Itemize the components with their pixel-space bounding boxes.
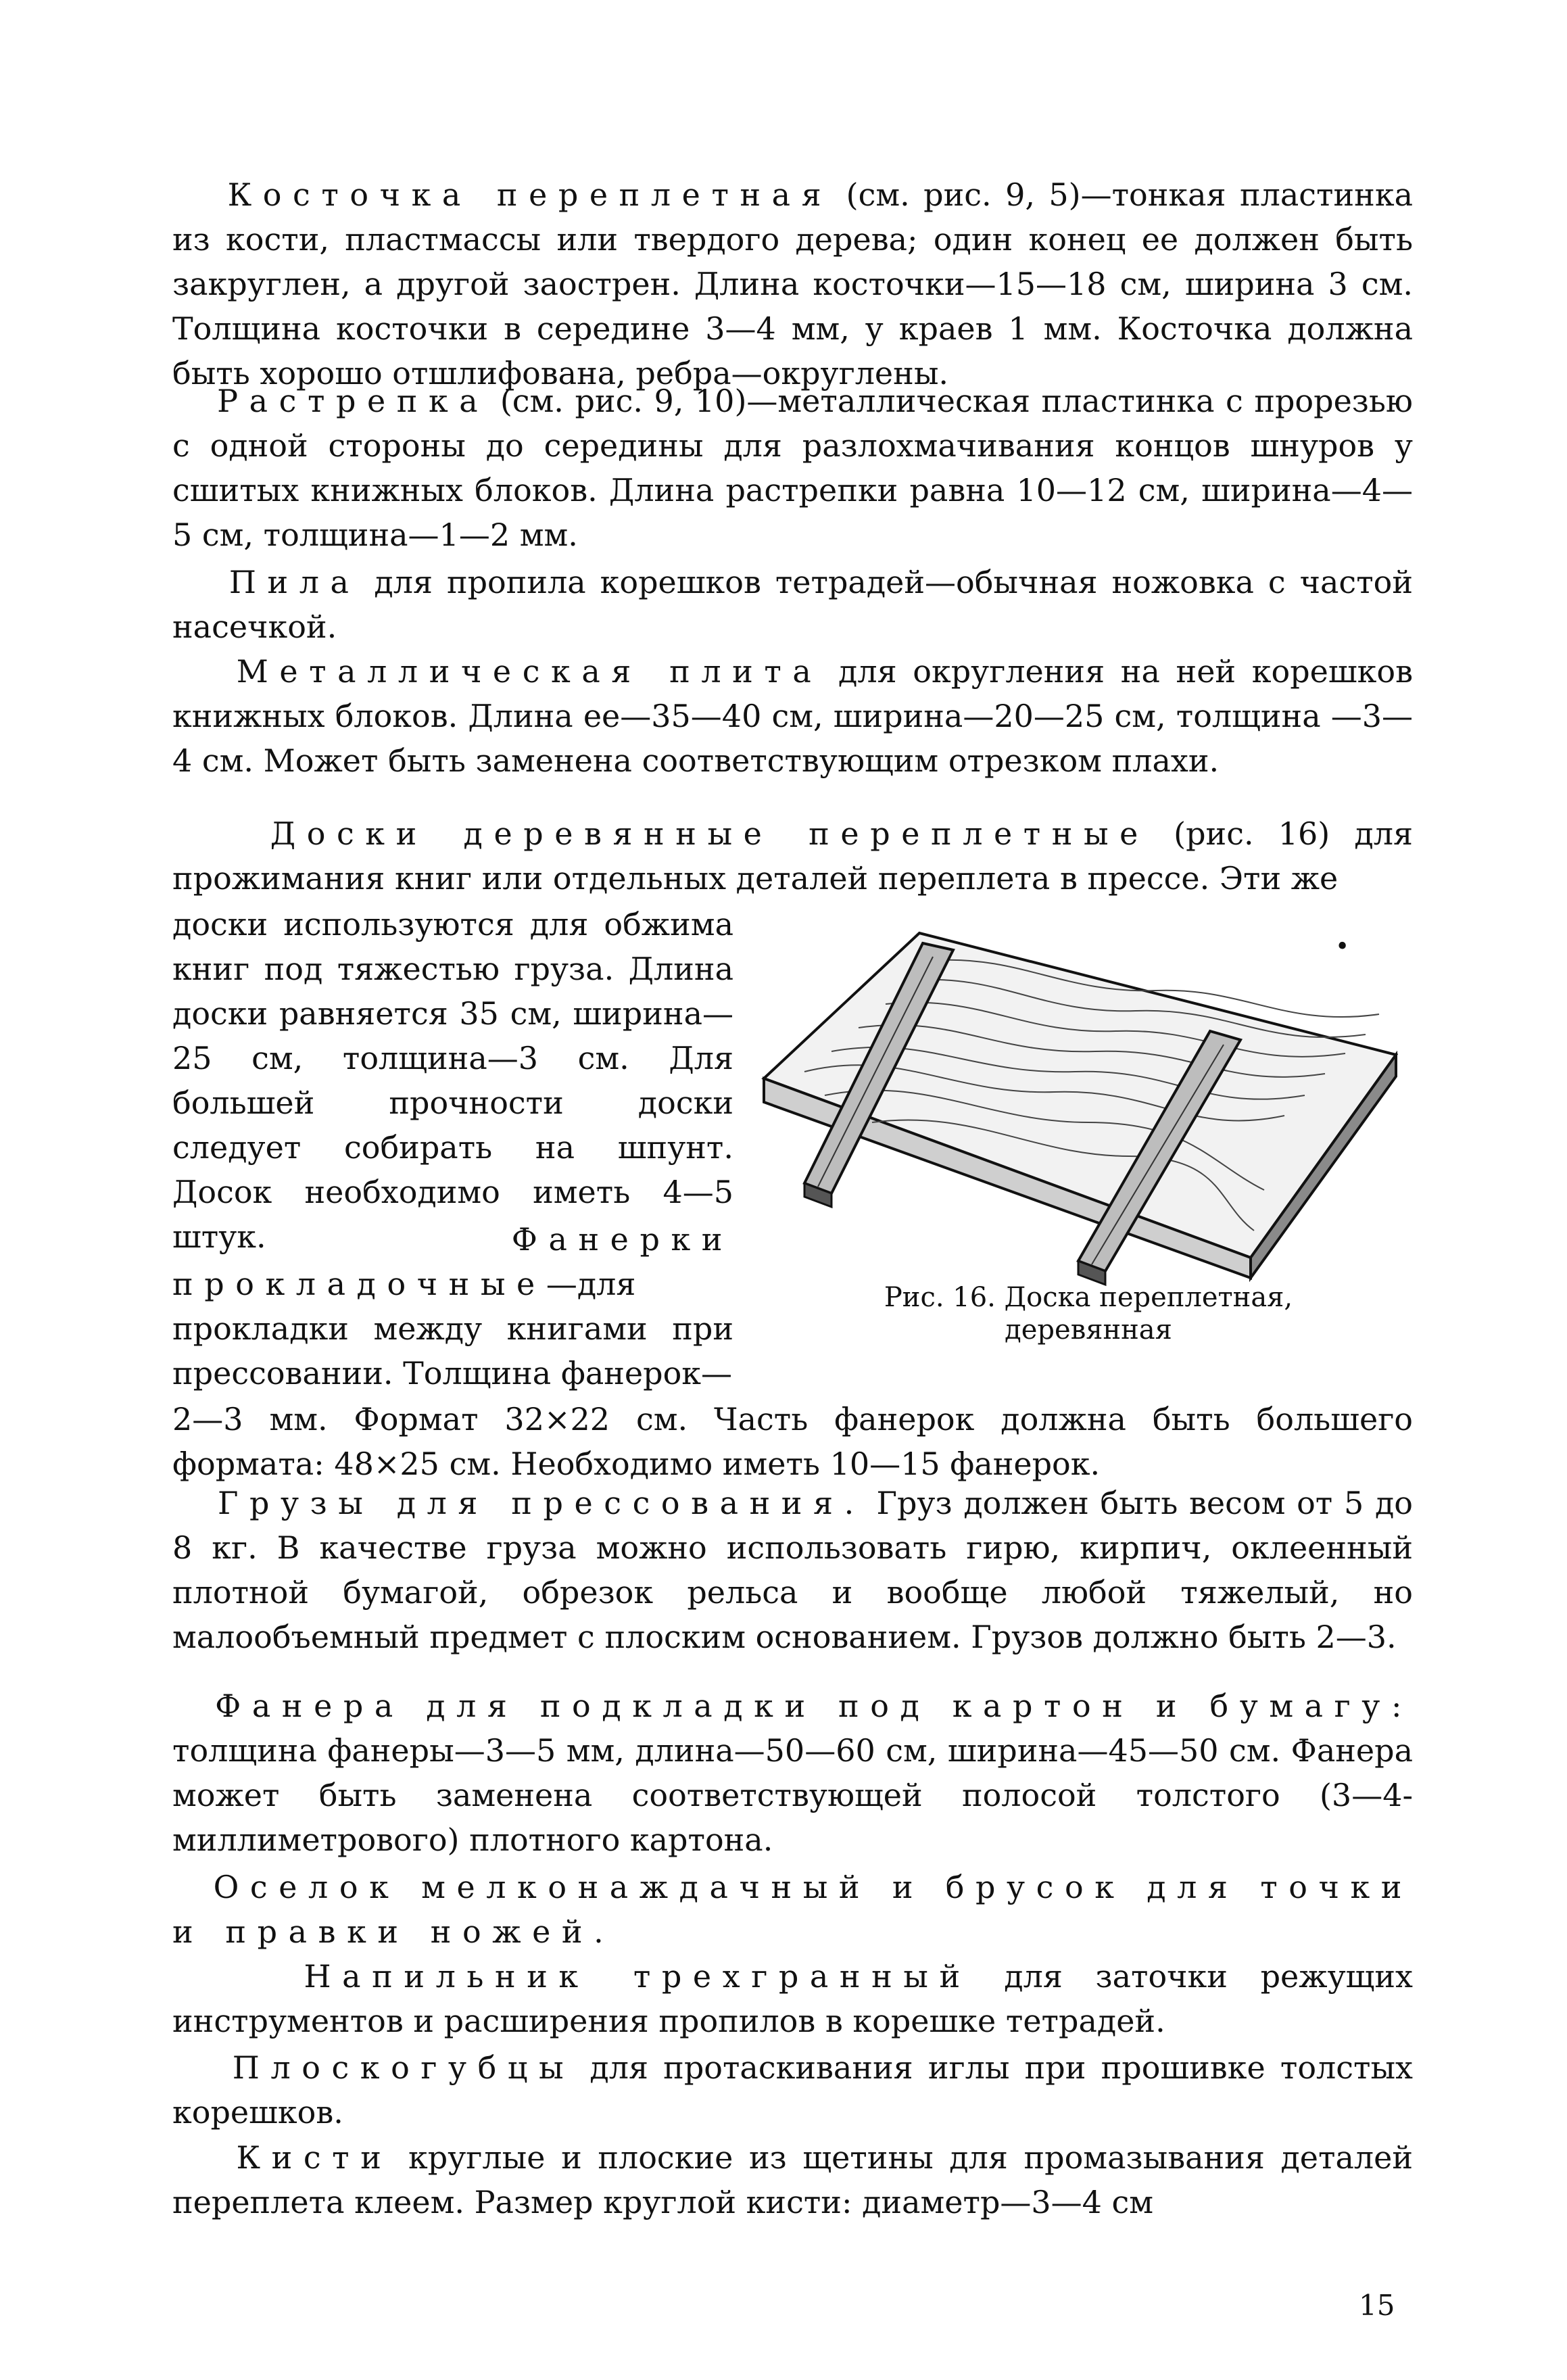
paragraph-whetstone xyxy=(172,1865,1413,1954)
page-number: 15 xyxy=(1359,2289,1395,2322)
paragraph-bone-folder xyxy=(172,172,1413,396)
paragraph-boards-continued xyxy=(172,902,733,1259)
term: Доски деревянные переплетные xyxy=(270,815,1149,852)
stray-mark: • xyxy=(1335,933,1350,961)
paragraph-boards xyxy=(172,811,1413,901)
paragraph-text: для округления на ней корешков книжных блоков. Длина ее—35—40 см, ширина—20—25 см, толщина —3—4 см. Может быть заменена соответствующим отрезком плахи. xyxy=(172,653,1413,779)
paragraph-file xyxy=(172,1954,1413,2043)
paragraph-text: доски используются для обжима книг под тяжестью груза. Длина доски равняется 35 см, ширина—25 см, толщина—3 см. Для большей прочности доски следует собирать на шпунт. Досок необходимо иметь 4—5 штук. xyxy=(172,906,733,1255)
paragraph-text: для пропила корешков тетрадей—обычная ножовка с частой насечкой. xyxy=(172,564,1413,645)
paragraph-text: для протаскивания иглы при прошивке толстых корешков. xyxy=(172,2049,1413,2131)
paragraph-metal-plate xyxy=(172,649,1413,783)
paragraph-weights xyxy=(172,1481,1413,1659)
paragraph-text: —для прокладки между книгами при прессовании. Толщина фанерок— xyxy=(172,1266,733,1391)
term: Растрепка xyxy=(217,383,489,419)
paragraph-plywood-base xyxy=(172,1684,1413,1862)
paragraph-text: 2—3 мм. Формат 32×22 см. Часть фанерок должна быть большего формата: 48×25 см. Необходимо иметь 10—15 фанерок. xyxy=(172,1401,1413,1482)
binding-board-illustration xyxy=(750,920,1413,1298)
term: Кисти xyxy=(236,2139,393,2176)
term: Металлическая плита xyxy=(236,653,823,690)
paragraph-text: круглые и плоские из щетины для промазывания деталей переплета клеем. Размер круглой кисти: диаметр—3—4 см xyxy=(172,2139,1413,2220)
paragraph-brushes xyxy=(172,2135,1413,2224)
term: Плоскогубцы xyxy=(232,2049,575,2086)
term: Фанера для подкладки под картон и бумагу: xyxy=(215,1688,1413,1724)
paragraph-text: толщина фанеры—3—5 мм, длина—50—60 см, ширина—45—50 см. Фанера может быть заменена соответствующей полосой толстого (3—4-миллиметрового) плотного картона. xyxy=(172,1732,1413,1858)
caption-line-2: деревянная xyxy=(1005,1314,1172,1346)
paragraph-text: Груз должен быть весом от 5 до 8 кг. В качестве груза можно использовать гирю, кирпич, оклеенный плотной бумагой, обрезок рельса и вообще любой тяжелый, но малообъемный предмет с плоским основанием. Грузов должно быть 2—3. xyxy=(172,1485,1413,1655)
term: Пила xyxy=(228,564,360,600)
paragraph-text: для заточки режущих инструментов и расширения пропилов в корешке тетрадей. xyxy=(172,1958,1414,2039)
term: Фанерки прокладочные xyxy=(172,1221,733,1302)
term: Косточка переплетная xyxy=(227,176,833,213)
paragraph-saw xyxy=(172,560,1413,649)
paragraph-pliers xyxy=(172,2045,1413,2135)
term: Оселок мелконаждачный и брусок для точки и правки ножей. xyxy=(172,1869,1413,1950)
paragraph-rastrepka xyxy=(172,379,1413,557)
paragraph-text: (см. рис. 9, 5)—тонкая пластинка из кости, пластмассы или твердого дерева; один конец ее должен быть закруглен, а другой заострен. Длина косточки—15—18 см, ширина 3 см. Толщина косточки в середине 3—4 мм, у краев 1 мм. Косточка должна быть хорошо отшлифована, ребра—округлены. xyxy=(172,176,1413,391)
caption-line-1: Рис. 16. Доска переплетная, xyxy=(884,1282,1293,1313)
term: Грузы для прессования. xyxy=(217,1485,865,1521)
paragraph-plywood-spacers xyxy=(172,1217,733,1396)
paragraph-text: (см. рис. 9, 10)—металлическая пластинка с прорезью с одной стороны до середины для разлохмачивания концов шнуров у сшитых книжных блоков. Длина растрепки равна 10—12 см, ширина—4—5 см, толщина—1—2 мм. xyxy=(172,383,1413,553)
paragraph-text: (рис. 16) для прожимания книг или отдельных деталей переплета в прессе. Эти же xyxy=(172,815,1413,897)
term: Напильник трехгранный xyxy=(304,1958,971,1995)
paragraph-plywood-spacers-continued xyxy=(172,1397,1413,1486)
figure-caption xyxy=(811,1281,1366,1346)
